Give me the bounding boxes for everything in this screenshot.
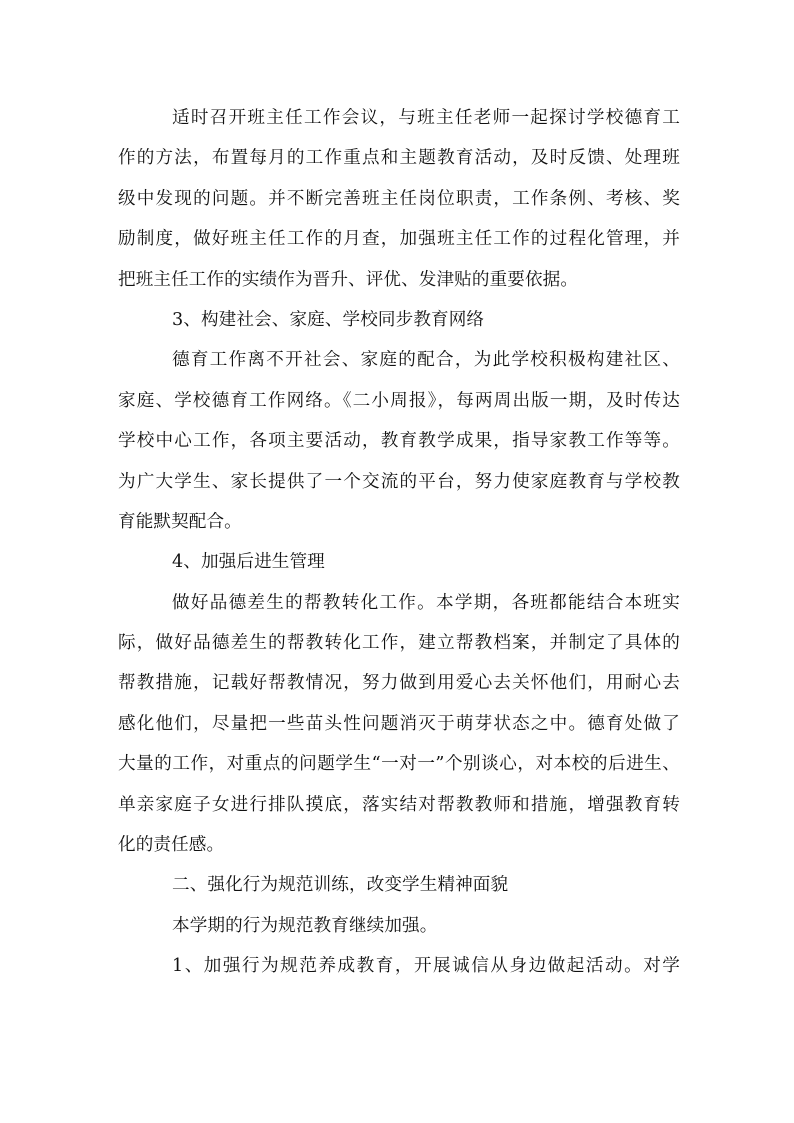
text-line: 家庭、学校德育工作网络。《二小周报》，每两周出版一期，及时传达 — [118, 390, 680, 411]
text-line: 单亲家庭子女进行排队摸底，落实结对帮教教师和措施，增强教育转 — [118, 794, 680, 815]
text-line: 把班主任工作的实绩作为晋升、评优、发津贴的重要依据。 — [118, 269, 579, 290]
text-line: 适时召开班主任工作会议，与班主任老师一起探讨学校德育工 — [172, 108, 680, 128]
text-line: 做好品德差生的帮教转化工作。本学期，各班都能结合本班实 — [172, 592, 680, 613]
text-line: 为广大学生、家长提供了一个交流的平台，努力使家庭教育与学校教 — [118, 471, 680, 492]
document-body — [118, 98, 680, 987]
text-line: 大量的工作，对重点的问题学生“一对一”个别谈心，对本校的后进生、 — [118, 754, 680, 775]
text-line: 本学期的行为规范教育继续加强。 — [172, 915, 438, 936]
text-line: 德育工作离不开社会、家庭的配合，为此学校积极构建社区、 — [172, 350, 680, 371]
text-line: 4、加强后进生管理 — [172, 552, 325, 573]
text-line: 化的责任感。 — [118, 835, 225, 856]
text-line: 励制度，做好班主任工作的月查，加强班主任工作的过程化管理，并 — [118, 229, 680, 250]
text-line: 学校中心工作，各项主要活动，教育教学成果，指导家教工作等等。 — [118, 431, 680, 452]
text-line: 作的方法，布置每月的工作重点和主题教育活动，及时反馈、处理班 — [118, 148, 680, 169]
text-line: 感化他们，尽量把一些苗头性问题消灭于萌芽状态之中。德育处做了 — [118, 713, 680, 734]
text-line: 级中发现的问题。并不断完善班主任岗位职责，工作条例、考核、奖 — [118, 188, 680, 209]
text-line: 际，做好品德差生的帮教转化工作，建立帮教档案，并制定了具体的 — [118, 633, 680, 654]
text-line: 帮教措施，记载好帮教情况，努力做到用爱心去关怀他们，用耐心去 — [118, 673, 680, 694]
text-line: 育能默契配合。 — [118, 511, 242, 532]
text-line: 1、加强行为规范养成教育，开展诚信从身边做起活动。对学 — [172, 956, 680, 977]
text-line: 3、构建社会、家庭、学校同步教育网络 — [172, 309, 485, 330]
text-line: 二、强化行为规范训练，改变学生精神面貌 — [172, 875, 509, 896]
